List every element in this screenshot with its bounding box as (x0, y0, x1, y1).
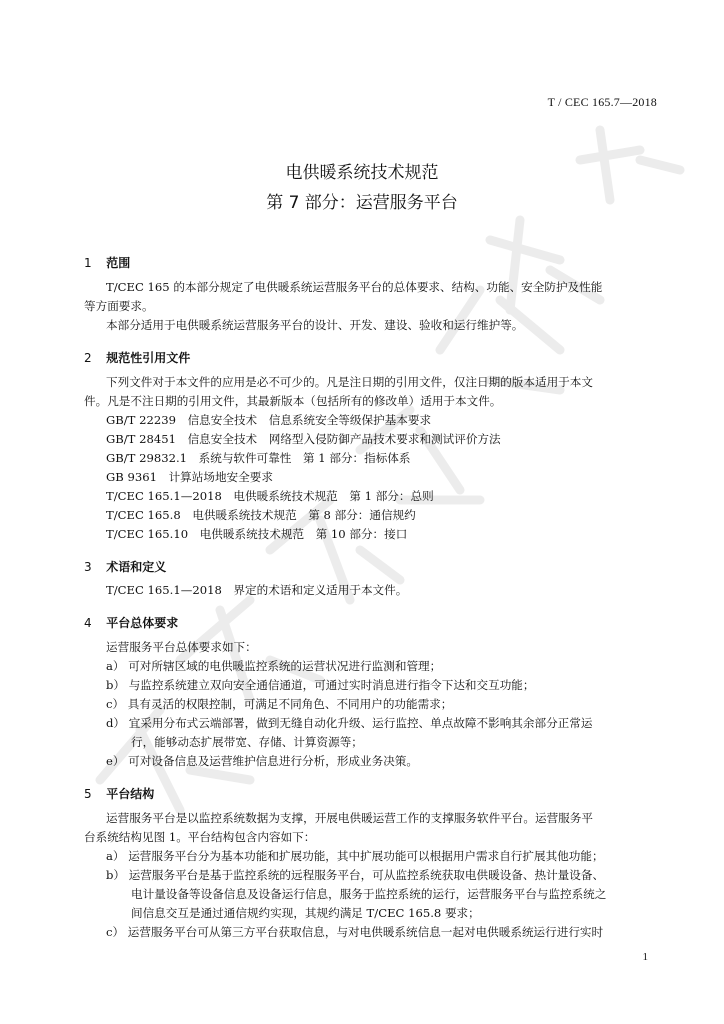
reference-item: GB/T 29832.1 系统与软件可靠性 第 1 部分：指标体系 (106, 451, 411, 465)
list-item: b） 与监控系统建立双向安全通信通道，可通过实时消息进行指令下达和交互功能； (106, 678, 535, 692)
list-item: a） 运营服务平台分为基本功能和扩展功能，其中扩展功能可以根据用户需求自行扩展其他功能； (106, 849, 604, 863)
paragraph-line: 运营服务平台是以监控系统数据为支撑，开展电供暖运营工作的支撑服务软件平台。运营服务平 (106, 811, 593, 825)
paragraph-line: 运营服务平台总体要求如下： (106, 640, 257, 654)
reference-item: T/CEC 165.1—2018 电供暖系统技术规范 第 1 部分：总则 (106, 489, 434, 503)
paragraph-line: T/CEC 165.1—2018 界定的术语和定义适用于本文件。 (106, 583, 408, 597)
section-heading-scope (84, 254, 130, 271)
section-title: 平台结构 (106, 787, 155, 801)
paragraph-line: T/CEC 165 的本部分规定了电供暖系统运营服务平台的总体要求、结构、功能、安全防护及性能 (106, 280, 603, 294)
list-item: b） 运营服务平台是基于监控系统的远程服务平台，可从监控系统获取电供暖设备、热计量设备、 (106, 868, 605, 882)
section-number: 4 (84, 616, 92, 630)
list-item-continuation: 行，能够动态扩展带宽、存储、计算资源等； (131, 735, 363, 749)
section-title: 平台总体要求 (106, 616, 179, 630)
section-number: 3 (84, 560, 92, 574)
list-item: c） 运营服务平台可从第三方平台获取信息，与对电供暖系统信息一起对电供暖系统运行进行实时 (106, 925, 604, 939)
list-item: a） 可对所辖区域的电供暖监控系统的运营状况进行监测和管理； (106, 659, 442, 673)
section-heading-normative-references (84, 349, 190, 366)
section-heading-platform-structure (84, 785, 154, 802)
list-item: c） 具有灵活的权限控制，可满足不同角色、不同用户的功能需求； (106, 697, 453, 711)
section-heading-terms (84, 558, 166, 575)
list-item-continuation: 电计量设备等设备信息及设备运行信息，服务于监控系统的运行，运营服务平台与监控系统之 (131, 887, 607, 901)
paragraph-line: 等方面要求。 (84, 299, 154, 313)
list-item: e） 可对设备信息及运营维护信息进行分析，形成业务决策。 (106, 754, 418, 768)
section-title: 范围 (106, 256, 131, 270)
paragraph-line: 本部分适用于电供暖系统运营服务平台的设计、开发、建设、验收和运行维护等。 (106, 318, 524, 332)
document-subtitle: 第 7 部分：运营服务平台 (266, 193, 458, 213)
list-item: d） 宜采用分布式云端部署，做到无缝自动化升级、运行监控、单点故障不影响其余部分正常运 (106, 716, 593, 730)
paragraph-line: 下列文件对于本文件的应用是必不可少的。凡是注日期的引用文件，仅注日期的版本适用于本文 (106, 375, 593, 389)
reference-item: T/CEC 165.10 电供暖系统技术规范 第 10 部分：接口 (106, 527, 408, 541)
section-number: 5 (84, 787, 92, 801)
section-number: 1 (84, 256, 92, 270)
section-heading-general-requirements (84, 614, 178, 631)
reference-item: GB/T 28451 信息安全技术 网络型入侵防御产品技术要求和测试评价方法 (106, 432, 501, 446)
document-title: 电供暖系统技术规范 (285, 163, 439, 183)
section-title: 术语和定义 (106, 560, 167, 574)
section-number: 2 (84, 351, 92, 365)
paragraph-line: 台系统结构见图 1。平台结构包含内容如下： (84, 830, 316, 844)
paragraph-line: 件。凡是不注日期的引用文件，其最新版本（包括所有的修改单）适用于本文件。 (84, 394, 502, 408)
reference-item: GB 9361 计算站场地安全要求 (106, 470, 273, 484)
reference-item: T/CEC 165.8 电供暖系统技术规范 第 8 部分：通信规约 (106, 508, 416, 522)
list-item-continuation: 间信息交互是通过通信规约实现，其规约满足 T/CEC 165.8 要求； (131, 906, 480, 920)
page-number: 1 (642, 951, 648, 963)
reference-item: GB/T 22239 信息安全技术 信息系统安全等级保护基本要求 (106, 413, 432, 427)
section-title: 规范性引用文件 (106, 351, 191, 365)
standard-code: T / CEC 165.7—2018 (547, 95, 657, 109)
